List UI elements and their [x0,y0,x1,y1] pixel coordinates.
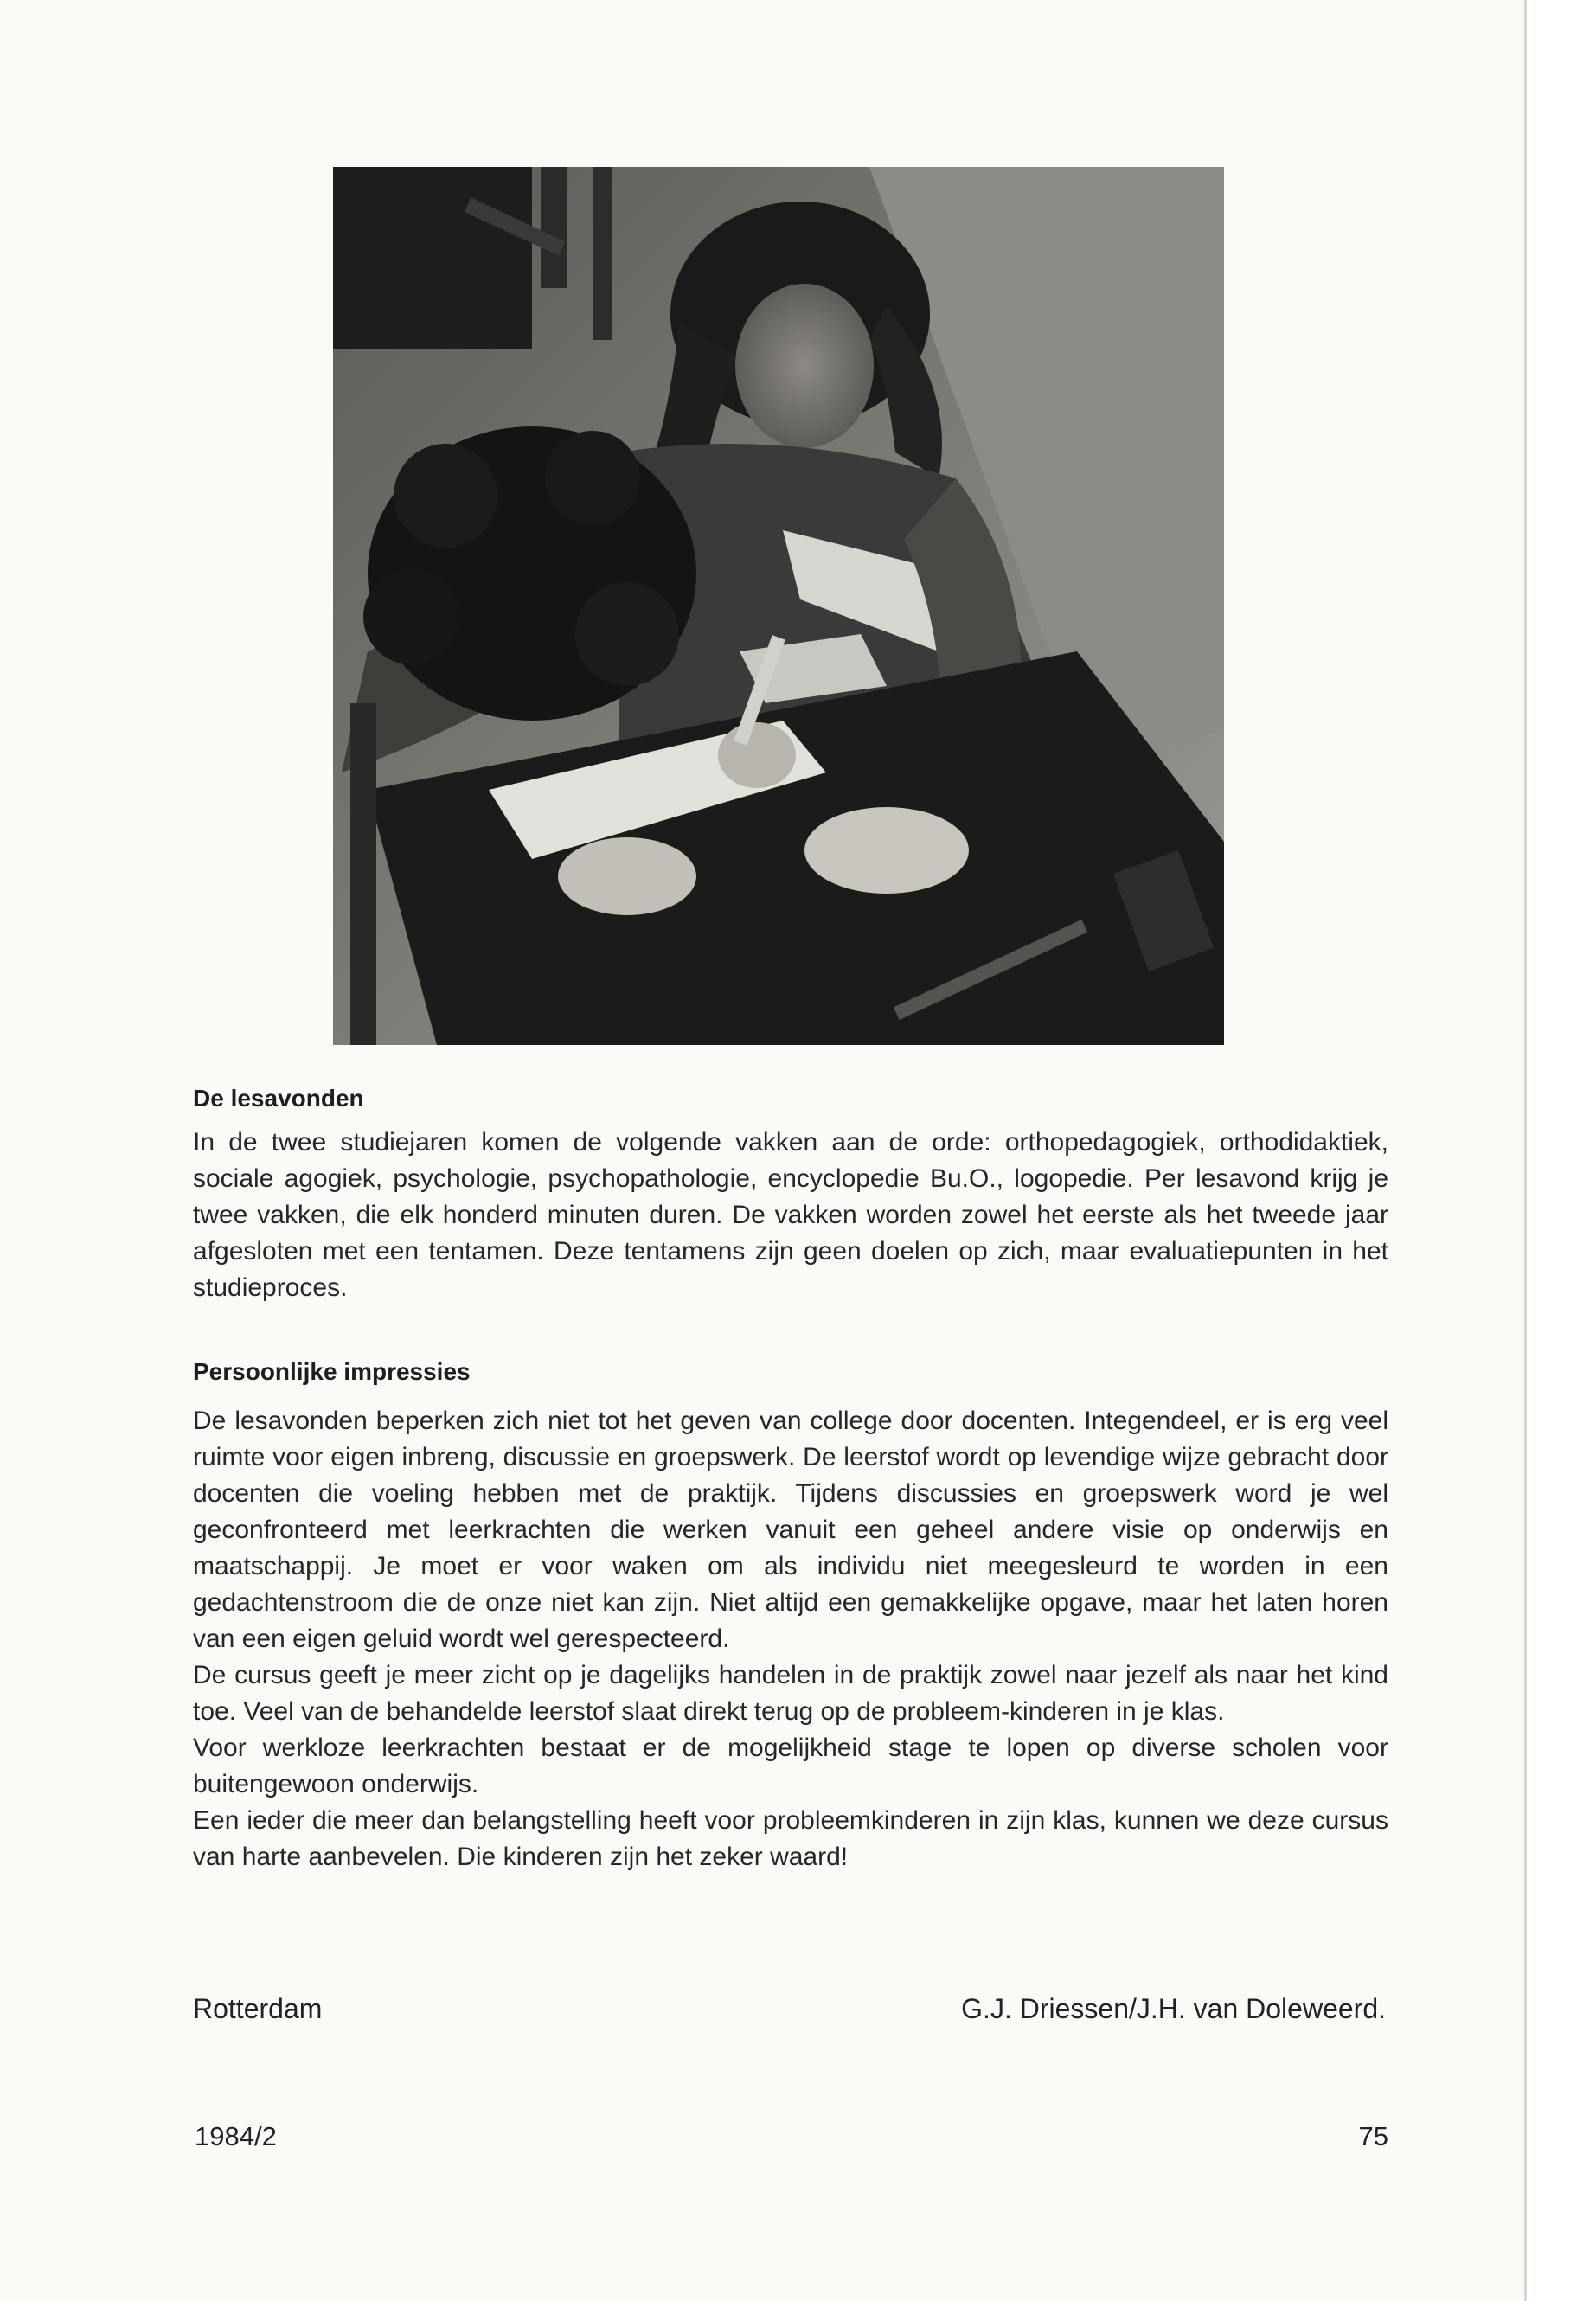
paragraph-text-4: Een ieder die meer dan belangstelling heeft voor probleemkinderen in zijn klas, kunnen we deze cursus van harte aanbevelen. Die kinderen zijn het zeker waard! [193,1806,1388,1871]
signature-authors: G.J. Driessen/J.H. van Doleweerd. [961,1993,1386,2024]
paragraph-text-3: Voor werkloze leerkrachten bestaat er de mogelijkheid stage te lopen op diverse scholen voor buitengewoon onderwijs. [193,1734,1388,1798]
heading-persoonlijke-impressies: Persoonlijke impressies [193,1358,471,1385]
paragraph-lesavonden [193,1125,1388,1306]
paragraph-text: In de twee studiejaren komen de volgende vakken aan de orde: orthopedagogiek, orthodidaktiek, sociale agogiek, psychologie, psychopathologie, encyclopedie Bu.O., logopedie. Per lesavond krijg je twee vakken, die elk honderd minuten duren. De vakken worden zowel het eerste als het tweede jaar afgesloten met een tentamen. Deze tentamens zijn geen doelen op zich, maar evaluatiepunten in het studieproces. [193,1128,1388,1302]
heading-de-lesavonden: De lesavonden [193,1085,364,1112]
footer-issue: 1984/2 [195,2121,277,2151]
photo-image [333,167,1224,1045]
paragraph-text-1: De lesavonden beperken zich niet tot het geven van college door docenten. Integendeel, er is erg veel ruimte voor eigen inbreng, discussie en groepswerk. De leerstof wordt op levendige wijze gebracht door docenten die voeling hebben met de praktijk. Tijdens discussies en groepswerk word je wel geconfronteerd met leerkrachten die werken vanuit een geheel andere visie op onderwijs en maatschappij. Je moet er voor waken om als individu niet meegesleurd te worden in een gedachtenstroom die de onze niet kan zijn. Niet altijd een gemakkelijke opgave, maar het laten horen van een eigen geluid wordt wel gerespecteerd. [193,1407,1388,1653]
photo-teacher-child-writing [333,167,1224,1045]
footer-page-number: 75 [1358,2121,1388,2151]
signature-place: Rotterdam [193,1993,323,2024]
paragraph-text-2: De cursus geeft je meer zicht op je dagelijks handelen in de praktijk zowel naar jezelf als naar het kind toe. Veel van de behandelde leerstof slaat direkt terug op de probleem-kinderen in je klas. [193,1661,1388,1726]
paragraph-impressies [193,1403,1388,1875]
